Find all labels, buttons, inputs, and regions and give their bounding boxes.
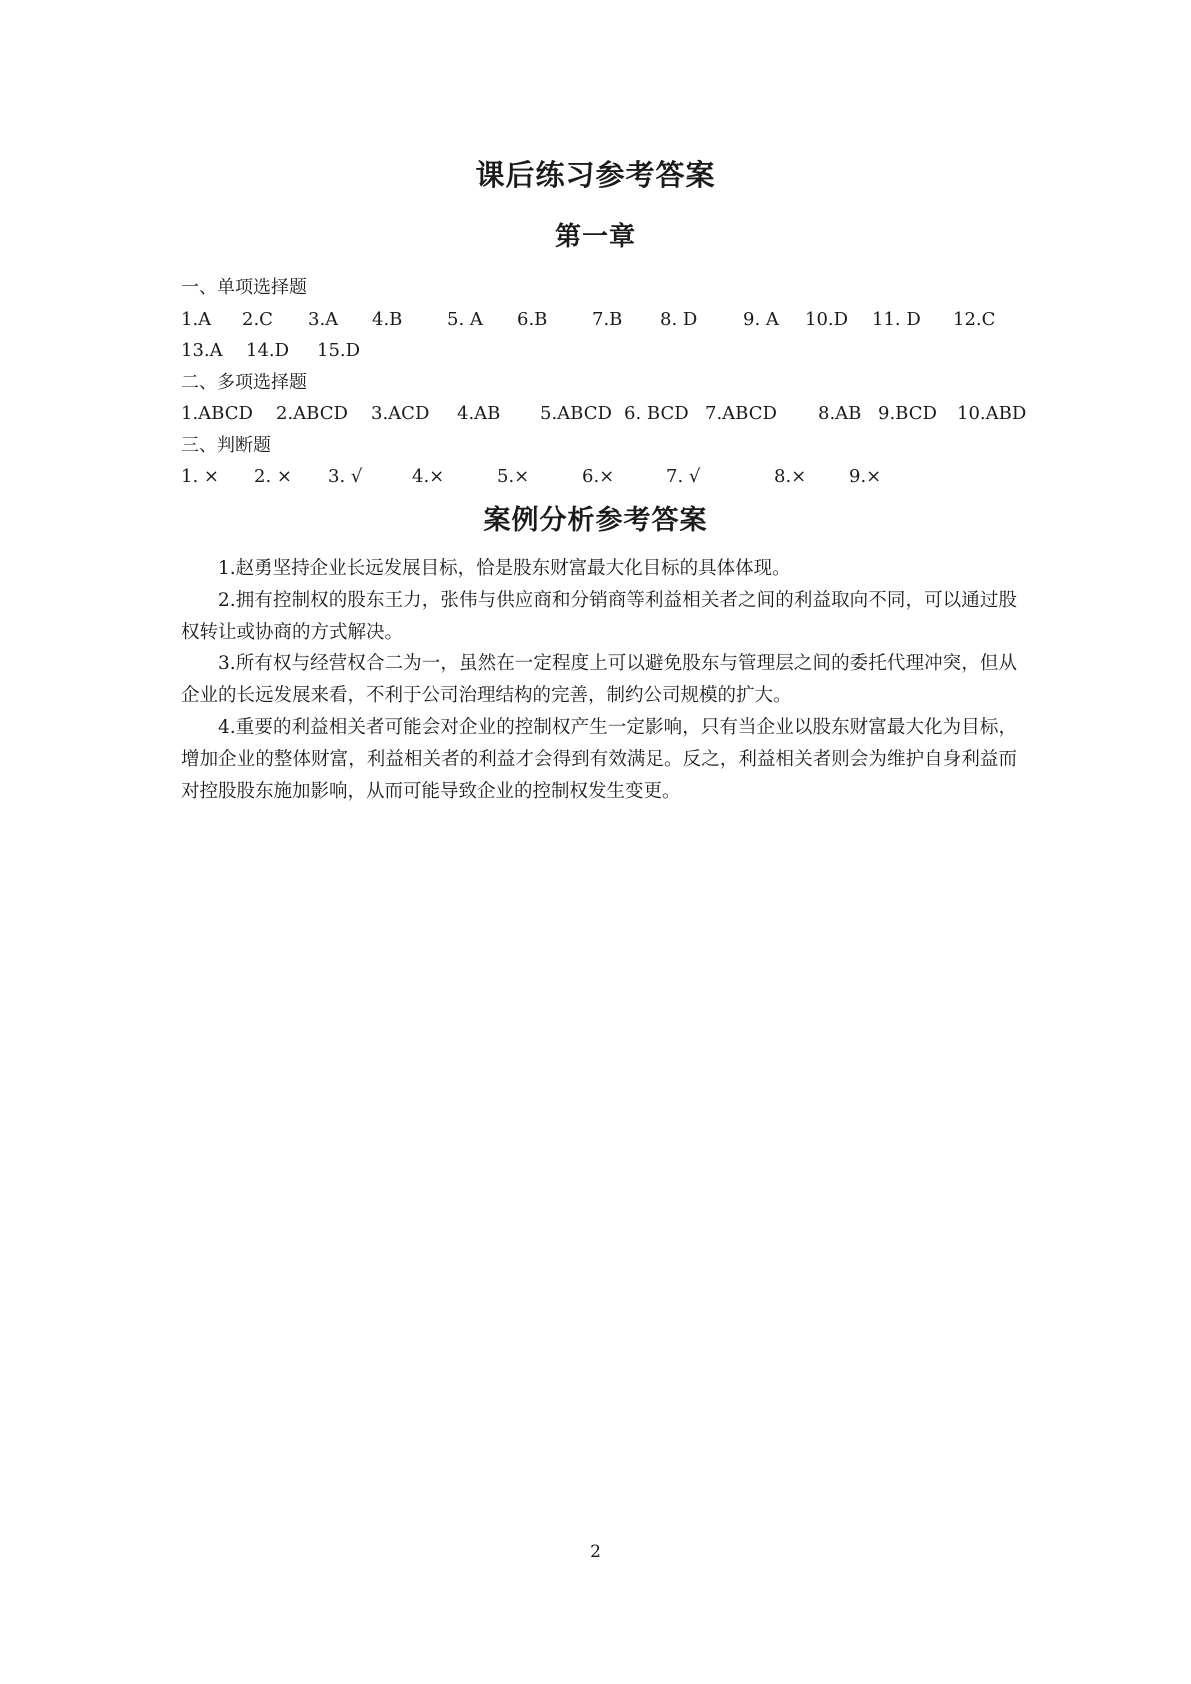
answer-item: 4.B: [372, 308, 403, 330]
section-heading-multiple-choice: 二、多项选择题: [181, 371, 307, 393]
answer-item: 2.ABCD: [276, 403, 348, 424]
answer-item: 4.AB: [457, 403, 501, 424]
answer-item: 11. D: [872, 308, 921, 330]
answer-item: 6.B: [517, 308, 548, 330]
case-answer-paragraph: 2.拥有控制权的股东王力，张伟与供应商和分销商等利益相关者之间的利益取向不同，可以通过股权转让或协商的方式解决。: [181, 589, 1017, 643]
answer-item: 3. √: [328, 466, 363, 487]
answer-item: 5.ABCD: [540, 403, 612, 424]
answer-item: 8.AB: [818, 403, 862, 424]
answer-item: 9. A: [743, 308, 779, 330]
answer-item: 8.×: [774, 466, 807, 487]
answer-item: 12.C: [953, 308, 996, 330]
case-answer-paragraph: 4.重要的利益相关者可能会对企业的控制权产生一定影响，只有当企业以股东财富最大化为目标，增加企业的整体财富，利益相关者的利益才会得到有效满足。反之，利益相关者则会为维护自身利益而对控股股东施加影响，从而可能导致企业的控制权发生变更。: [181, 716, 1017, 802]
answer-item: 5. A: [447, 308, 483, 330]
answer-item: 7.B: [592, 308, 623, 330]
document-title: 课后练习参考答案: [475, 158, 716, 192]
chapter-title: 第一章: [554, 222, 636, 252]
section-heading-true-false: 三、判断题: [181, 434, 271, 456]
answer-item: 14.D: [246, 340, 290, 361]
answer-item: 10.D: [805, 308, 849, 330]
answer-row: [181, 461, 1021, 493]
answer-item: 6. BCD: [624, 403, 689, 424]
exercise-answers: [181, 272, 1027, 493]
answer-row: [181, 304, 1021, 336]
answer-item: 1.A: [181, 308, 212, 330]
case-answer-paragraph: 1.赵勇坚持企业长远发展目标，恰是股东财富最大化目标的具体体现。: [218, 558, 791, 579]
answer-item: 2.C: [242, 308, 273, 330]
answer-item: 7.ABCD: [705, 403, 777, 424]
answer-item: 2. ×: [254, 466, 292, 487]
answer-item: 13.A: [181, 340, 223, 361]
answer-item: 3.A: [308, 308, 339, 330]
case-analysis-title: 案例分析参考答案: [483, 505, 708, 536]
answer-item: 1. ×: [181, 466, 219, 487]
section-heading-single-choice: 一、单项选择题: [181, 277, 307, 298]
answer-item: 8. D: [660, 308, 698, 330]
answer-item: 15.D: [317, 340, 361, 361]
answer-item: 10.ABD: [957, 403, 1027, 424]
answer-item: 9.×: [849, 466, 882, 487]
answer-item: 6.×: [582, 466, 615, 487]
answer-row: [181, 398, 1027, 430]
case-answer-paragraph: 3.所有权与经营权合二为一，虽然在一定程度上可以避免股东与管理层之间的委托代理冲突，但从企业的长远发展来看，不利于公司治理结构的完善，制约公司规模的扩大。: [181, 653, 1017, 707]
answer-item: 3.ACD: [371, 403, 430, 424]
page-number: 2: [590, 1542, 601, 1562]
answer-item: 4.×: [412, 466, 445, 487]
answer-item: 9.BCD: [878, 403, 937, 424]
answer-row: [181, 335, 1021, 367]
case-analysis-answers: [181, 553, 1017, 807]
answer-item: 1.ABCD: [181, 403, 253, 424]
answer-item: 5.×: [497, 466, 530, 487]
answer-item: 7. √: [666, 466, 701, 487]
